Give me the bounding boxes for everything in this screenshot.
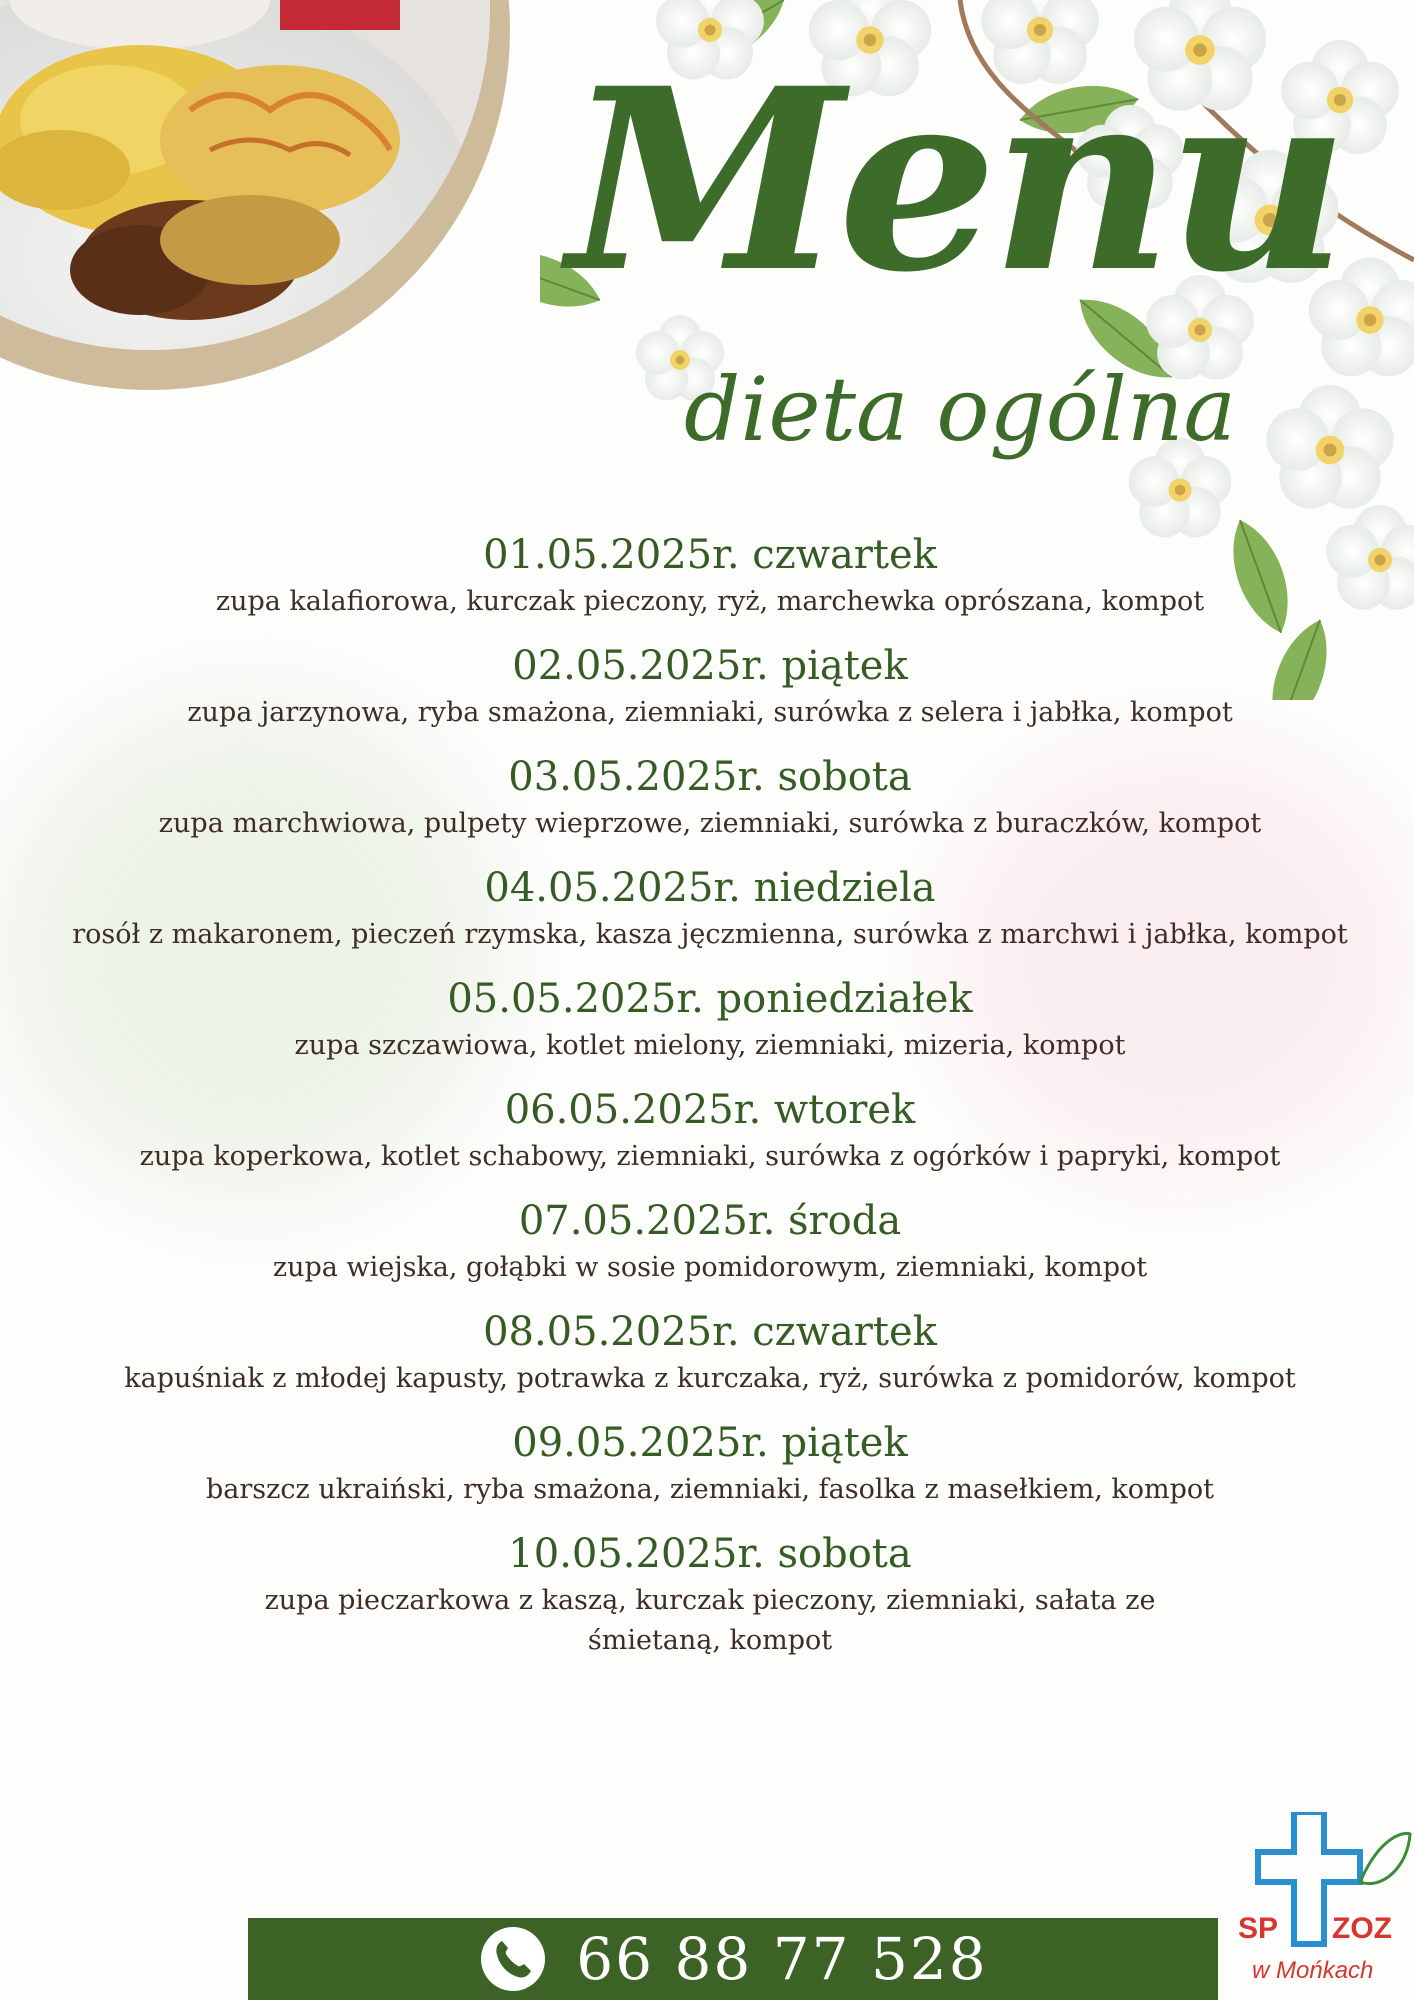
day-dishes: rosół z makaronem, pieczeń rzymska, kasza jęczmienna, surówka z marchwi i jabłka, kompot xyxy=(72,919,1348,950)
day-date: 07.05.2025r. środa xyxy=(518,1198,902,1244)
day-dishes: zupa kalafiorowa, kurczak pieczony, ryż, marchewka oprószana, kompot xyxy=(215,586,1205,617)
phone-icon xyxy=(478,1924,548,1994)
phone-bar[interactable] xyxy=(248,1918,1218,2000)
menu-day xyxy=(30,1416,1390,1510)
menu-day xyxy=(30,861,1390,955)
food-photo xyxy=(0,0,490,350)
day-date: 03.05.2025r. sobota xyxy=(508,754,912,800)
day-dishes: zupa szczawiowa, kotlet mielony, ziemniaki, mizeria, kompot xyxy=(294,1030,1126,1061)
menu-day xyxy=(30,1194,1390,1288)
menu-day xyxy=(30,1305,1390,1399)
day-date: 04.05.2025r. niedziela xyxy=(484,865,936,911)
logo-city: w Mońkach xyxy=(1252,1957,1374,1984)
menu-day xyxy=(30,1083,1390,1177)
menu-day xyxy=(30,972,1390,1066)
day-dishes: zupa wiejska, gołąbki w sosie pomidorowym, ziemniaki, kompot xyxy=(272,1252,1148,1283)
menu-list xyxy=(30,528,1390,1678)
day-dishes: barszcz ukraiński, ryba smażona, ziemniaki, fasolka z masełkiem, kompot xyxy=(206,1474,1214,1505)
day-date: 05.05.2025r. poniedziałek xyxy=(447,976,973,1022)
day-dishes: kapuśniak z młodej kapusty, potrawka z kurczaka, ryż, surówka z pomidorów, kompot xyxy=(124,1363,1296,1394)
phone-number[interactable]: 66 88 77 528 xyxy=(576,1925,988,1993)
menu-day xyxy=(30,750,1390,844)
day-dishes: zupa marchwiowa, pulpety wieprzowe, ziemniaki, surówka z buraczków, kompot xyxy=(158,808,1262,839)
logo-text-right: ZOZ xyxy=(1332,1912,1392,1945)
day-date: 09.05.2025r. piątek xyxy=(512,1420,908,1466)
menu-day xyxy=(30,1527,1390,1661)
day-date: 10.05.2025r. sobota xyxy=(508,1531,912,1577)
menu-day xyxy=(30,639,1390,733)
day-date: 02.05.2025r. piątek xyxy=(512,643,908,689)
page-title: Menu xyxy=(567,33,1343,327)
day-dishes: zupa pieczarkowa z kaszą, kurczak pieczony, ziemniaki, sałata ze śmietaną, kompot xyxy=(264,1585,1156,1656)
menu-day xyxy=(30,528,1390,622)
day-date: 01.05.2025r. czwartek xyxy=(483,532,937,578)
day-dishes: zupa jarzynowa, ryba smażona, ziemniaki, surówka z selera i jabłka, kompot xyxy=(187,697,1233,728)
day-date: 08.05.2025r. czwartek xyxy=(483,1309,937,1355)
day-date: 06.05.2025r. wtorek xyxy=(504,1087,916,1133)
day-dishes: zupa koperkowa, kotlet schabowy, ziemniaki, surówka z ogórków i papryki, kompot xyxy=(139,1141,1281,1172)
logo-text-left: SP xyxy=(1238,1912,1279,1945)
spzoz-logo xyxy=(1232,1812,1412,2000)
page-subtitle: dieta ogólna xyxy=(684,358,1236,461)
